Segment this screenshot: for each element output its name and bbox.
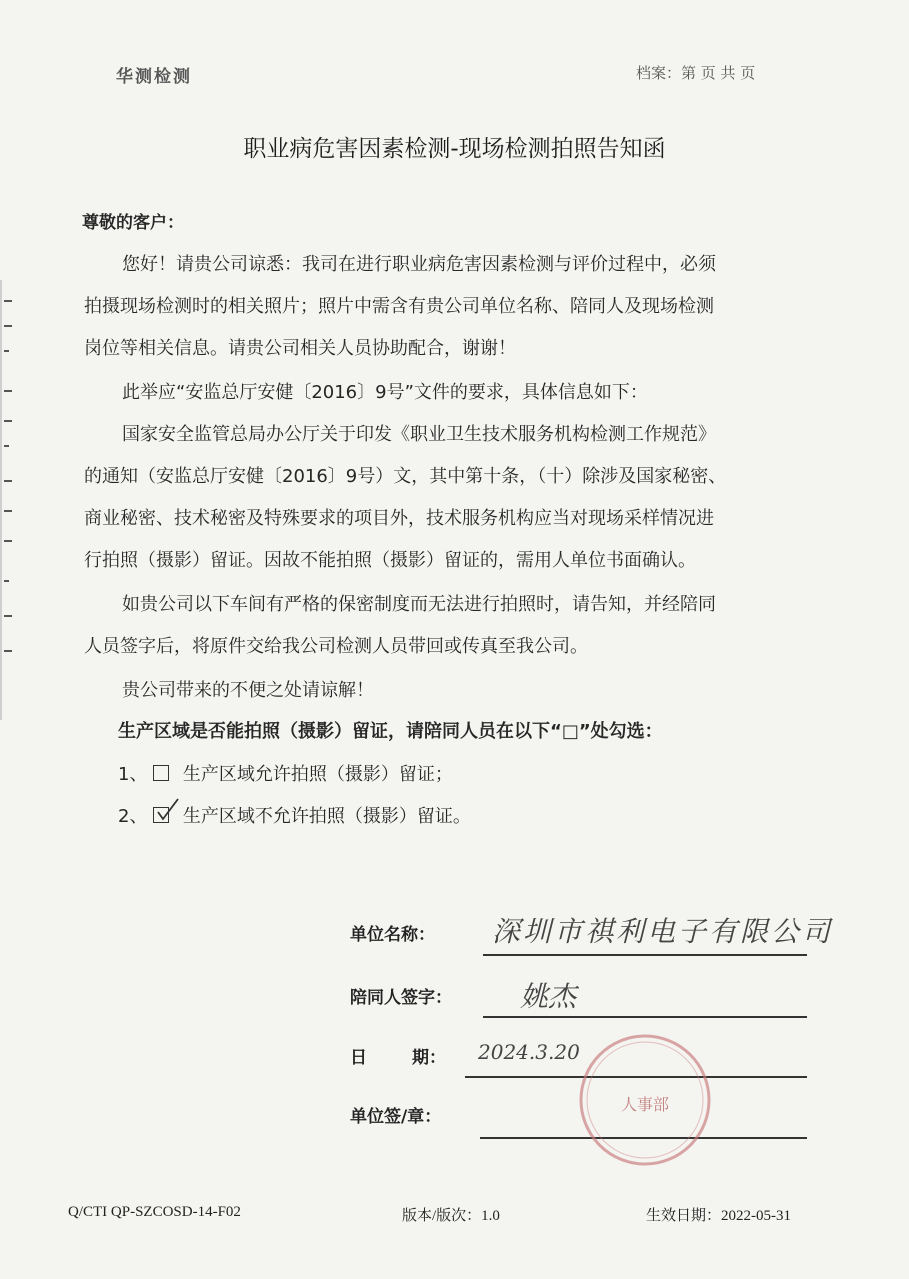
document-title: 职业病危害因素检测-现场检测拍照告知函 (243, 136, 666, 162)
option-1-number: 1、 (118, 764, 148, 785)
paragraph-1-line-1: 您好！请贵公司谅悉：我司在进行职业病危害因素检测与评价过程中，必须 (122, 254, 716, 275)
date-handwriting: 2024.3.20 (478, 1040, 580, 1064)
unit-name-handwriting: 深圳市祺利电子有限公司 (492, 915, 834, 948)
photo-permission-question: 生产区域是否能拍照（摄影）留证，请陪同人员在以下“□”处勾选： (118, 721, 663, 742)
date-label-day: 日 (350, 1048, 367, 1068)
footer-doc-code: Q/CTI QP-SZCOSD-14-F02 (68, 1204, 241, 1220)
paragraph-2: 此举应“安监总厅安健〔2016〕9号”文件的要求，具体信息如下： (122, 382, 648, 403)
paragraph-3-line-2: 的通知（安监总厅安健〔2016〕9号）文，其中第十条，（十）除涉及国家秘密、 (84, 466, 727, 487)
paragraph-1-line-3: 岗位等相关信息。请贵公司相关人员协助配合，谢谢！ (84, 338, 516, 359)
companion-signature-label: 陪同人签字： (350, 988, 452, 1008)
paragraph-3-line-3: 商业秘密、技术秘密及特殊要求的项目外，技术服务机构应当对现场采样情况进 (84, 508, 714, 529)
footer-version: 版本/版次：1.0 (402, 1208, 500, 1224)
checkmark-icon (157, 798, 179, 822)
option-2 (118, 802, 471, 828)
option-1-label: 生产区域允许拍照（摄影）留证； (182, 764, 453, 785)
company-logo: 华测检测 (116, 67, 192, 87)
paragraph-1-line-2: 拍摄现场检测时的相关照片；照片中需含有贵公司单位名称、陪同人及现场检测 (84, 296, 714, 317)
paragraph-3-line-1: 国家安全监管总局办公厅关于印发《职业卫生技术服务机构检测工作规范》 (122, 424, 716, 445)
binding-edge (0, 280, 16, 720)
unit-name-label: 单位名称： (350, 925, 435, 945)
option-2-label: 生产区域不允许拍照（摄影）留证。 (182, 806, 471, 827)
option-1-checkbox[interactable] (153, 765, 169, 781)
date-label-period: 期： (412, 1048, 446, 1068)
page-info: 档案：第 页 共 页 (636, 64, 756, 82)
paragraph-4-line-2: 人员签字后，将原件交给我公司检测人员带回或传真至我公司。 (84, 636, 588, 657)
option-2-checkbox[interactable] (153, 807, 169, 823)
companion-signature: 姚杰 (520, 980, 577, 1013)
paragraph-3-line-4: 行拍照（摄影）留证。因故不能拍照（摄影）留证的，需用人单位书面确认。 (84, 550, 696, 571)
paragraph-5: 贵公司带来的不便之处请谅解！ (122, 680, 374, 701)
option-1 (118, 760, 453, 786)
greeting: 尊敬的客户： (82, 213, 184, 233)
footer-effective-date: 生效日期：2022-05-31 (646, 1208, 791, 1224)
stamp-text: 人事部 (620, 1095, 670, 1114)
paragraph-4-line-1: 如贵公司以下车间有严格的保密制度而无法进行拍照时，请告知，并经陪同 (122, 594, 716, 615)
seal-label: 单位签/章： (350, 1107, 442, 1127)
option-2-number: 2、 (118, 806, 148, 827)
unit-name-line (483, 954, 807, 956)
company-seal-stamp (575, 1030, 715, 1170)
companion-line (483, 1016, 807, 1018)
